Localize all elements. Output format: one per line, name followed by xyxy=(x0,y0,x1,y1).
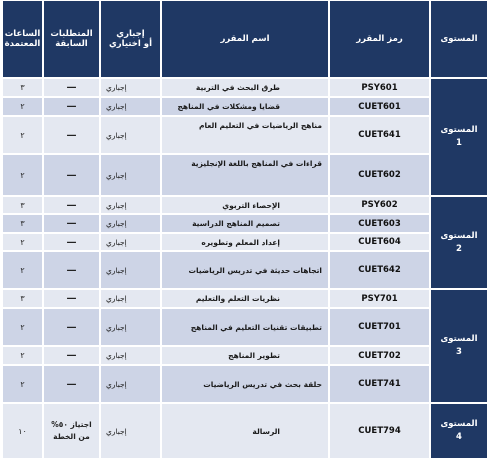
course-hours: ٢ xyxy=(3,252,42,290)
course-prereq: — xyxy=(44,197,99,215)
course-prereq: — xyxy=(44,290,99,309)
level-header: المستوى xyxy=(431,1,487,79)
table-row xyxy=(3,155,487,197)
table-row xyxy=(3,98,487,117)
table-row xyxy=(3,404,487,460)
table-row xyxy=(3,366,487,404)
course-hours: ٣ xyxy=(3,215,42,234)
course-prereq: — xyxy=(44,366,99,404)
course-prereq: — xyxy=(44,117,99,155)
course-code: CUET641 xyxy=(330,117,429,155)
course-hours: ٢ xyxy=(3,98,42,117)
course-hours: ٣ xyxy=(3,79,42,98)
course-type: إجباري xyxy=(101,309,160,347)
course-name: تطبيقات تقنيات التعليم في المناهج xyxy=(162,309,328,347)
type-header: إجباري أو اختياري xyxy=(101,1,160,79)
table-row xyxy=(3,252,487,290)
course-hours: ٢ xyxy=(3,155,42,197)
course-name: حلقة بحث في تدريس الرياضيات xyxy=(162,366,328,404)
course-type: إجباري xyxy=(101,79,160,98)
hours-header: الساعات المعتمدة xyxy=(3,1,42,79)
header-row xyxy=(3,1,487,79)
course-code: CUET701 xyxy=(330,309,429,347)
course-hours: ٢ xyxy=(3,366,42,404)
course-code: CUET702 xyxy=(330,347,429,366)
course-type: إجباري xyxy=(101,404,160,460)
course-code: CUET642 xyxy=(330,252,429,290)
course-prereq: — xyxy=(44,79,99,98)
course-name: الرسالة xyxy=(162,404,328,460)
level-3-cell: المستوى 3 xyxy=(431,290,487,404)
table-row xyxy=(3,117,487,155)
course-code: CUET602 xyxy=(330,155,429,197)
table-row xyxy=(3,197,487,215)
course-name: نظريات التعلم والتعليم xyxy=(162,290,328,309)
course-name: قضايا ومشكلات في المناهج xyxy=(162,98,328,117)
level-2-cell: المستوى 2 xyxy=(431,197,487,290)
course-code: CUET741 xyxy=(330,366,429,404)
table-row xyxy=(3,79,487,98)
course-hours: ٣ xyxy=(3,290,42,309)
course-name: تصميم المناهج الدراسية xyxy=(162,215,328,234)
course-type: إجباري xyxy=(101,252,160,290)
course-prereq: — xyxy=(44,98,99,117)
course-name: الإحصاء التربوي xyxy=(162,197,328,215)
prereq-header: المتطلبات السابقة xyxy=(44,1,99,79)
course-name: إعداد المعلم وتطويره xyxy=(162,234,328,252)
course-hours: ١٠ xyxy=(3,404,42,460)
level-1-cell: المستوى 1 xyxy=(431,79,487,197)
course-hours: ٢ xyxy=(3,117,42,155)
code-header: رمز المقرر xyxy=(330,1,429,79)
course-type: إجباري xyxy=(101,117,160,155)
course-type: إجباري xyxy=(101,234,160,252)
course-type: إجباري xyxy=(101,155,160,197)
course-prereq: — xyxy=(44,234,99,252)
course-prereq: اجتياز ٥٠% من الخطة xyxy=(44,404,99,460)
table-row xyxy=(3,309,487,347)
table-row xyxy=(3,290,487,309)
course-code: CUET601 xyxy=(330,98,429,117)
course-type: إجباري xyxy=(101,215,160,234)
course-name: قراءات في المناهج باللغة الإنجليزية xyxy=(162,155,328,197)
course-code: PSY602 xyxy=(330,197,429,215)
course-type: إجباري xyxy=(101,290,160,309)
course-prereq: — xyxy=(44,309,99,347)
course-hours: ٢ xyxy=(3,347,42,366)
course-type: إجباري xyxy=(101,347,160,366)
course-name: اتجاهات حديثة في تدريس الرياضيات xyxy=(162,252,328,290)
course-table xyxy=(1,1,489,460)
course-hours: ٢ xyxy=(3,309,42,347)
course-code: CUET603 xyxy=(330,215,429,234)
course-code: PSY601 xyxy=(330,79,429,98)
table-row xyxy=(3,347,487,366)
course-code: CUET794 xyxy=(330,404,429,460)
course-prereq: — xyxy=(44,347,99,366)
course-code: PSY701 xyxy=(330,290,429,309)
course-type: إجباري xyxy=(101,98,160,117)
table-row xyxy=(3,215,487,234)
level-4-cell: المستوى 4 xyxy=(431,404,487,460)
table-row xyxy=(3,234,487,252)
course-hours: ٣ xyxy=(3,197,42,215)
course-prereq: — xyxy=(44,215,99,234)
course-type: إجباري xyxy=(101,197,160,215)
course-name: مناهج الرياضيات في التعليم العام xyxy=(162,117,328,155)
name-header: اسم المقرر xyxy=(162,1,328,79)
course-prereq: — xyxy=(44,155,99,197)
course-hours: ٢ xyxy=(3,234,42,252)
course-name: تطوير المناهج xyxy=(162,347,328,366)
course-type: إجباري xyxy=(101,366,160,404)
course-name: طرق البحث في التربية xyxy=(162,79,328,98)
course-code: CUET604 xyxy=(330,234,429,252)
course-prereq: — xyxy=(44,252,99,290)
